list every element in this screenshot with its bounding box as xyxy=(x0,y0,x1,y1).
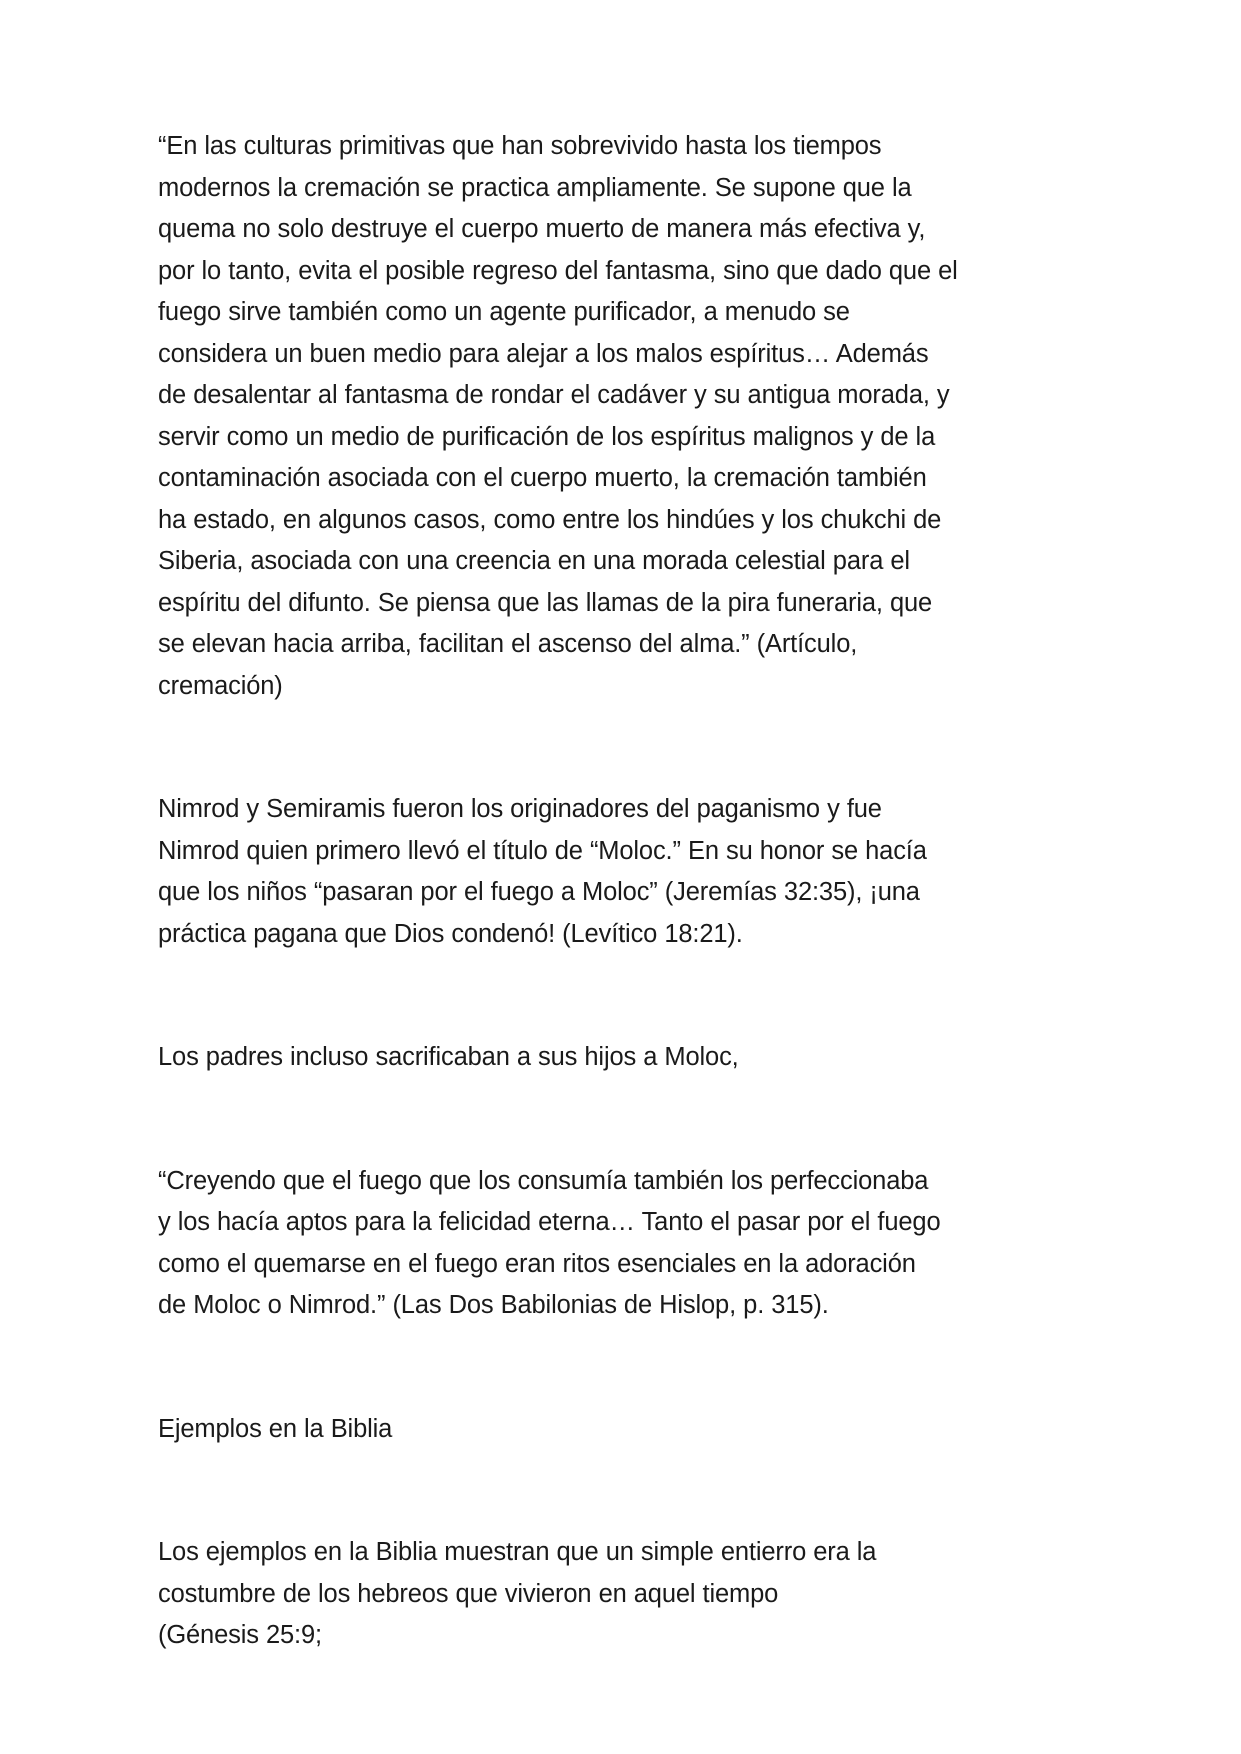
paragraph-spacer xyxy=(158,1079,958,1161)
document-body xyxy=(158,126,958,1657)
paragraph-padres-sacrificaban: Los padres incluso sacrificaban a sus hijos a Moloc, xyxy=(158,1043,739,1071)
paragraph-spacer xyxy=(158,955,958,1037)
paragraph-spacer xyxy=(158,1450,958,1532)
paragraph-ejemplos-biblia: Los ejemplos en la Biblia muestran que un simple entierro era la costumbre de los hebreos que vivieron en aquel tiempo (Génesis 25:9; xyxy=(158,1538,877,1649)
paragraph-spacer xyxy=(158,707,958,789)
paragraph-nimrod-semiramis: Nimrod y Semiramis fueron los originadores del paganismo y fue Nimrod quien primero llevó el título de “Moloc.” En su honor se hacía que los niños “pasaran por el fuego a Moloc” (Jeremías 32:35), ¡una práctica pagana que Dios condenó! (Levítico 18:21). xyxy=(158,795,927,948)
paragraph-quote-hislop: “Creyendo que el fuego que los consumía también los perfeccionaba y los hacía aptos para la felicidad eterna… Tanto el pasar por el fuego como el quemarse en el fuego eran ritos esenciales en la adoración de Moloc o Nimrod.” (Las Dos Babilonias de Hislop, p. 315). xyxy=(158,1166,941,1319)
paragraph-spacer xyxy=(158,1327,958,1409)
paragraph-quote-cremacion: “En las culturas primitivas que han sobrevivido hasta los tiempos modernos la cremación se practica ampliamente. Se supone que la quema no solo destruye el cuerpo muerto de manera más efectiva y, por lo tanto, evita el posible regreso del fantasma, sino que dado que el fuego sirve también como un agente purificador, a menudo se considera un buen medio para alejar a los malos espíritus… Además de desalentar al fantasma de rondar el cadáver y su antigua morada, y servir como un medio de purificación de los espíritus malignos y de la contaminación asociada con el cuerpo muerto, la cremación también ha estado, en algunos casos, como entre los hindúes y los chukchi de Siberia, asociada con una creencia en una morada celestial para el espíritu del difunto. Se piensa que las llamas de la pira funeraria, que se elevan hacia arriba, facilitan el ascenso del alma.” (Artículo, cremación) xyxy=(158,132,958,700)
heading-ejemplos-en-la-biblia: Ejemplos en la Biblia xyxy=(158,1414,393,1443)
